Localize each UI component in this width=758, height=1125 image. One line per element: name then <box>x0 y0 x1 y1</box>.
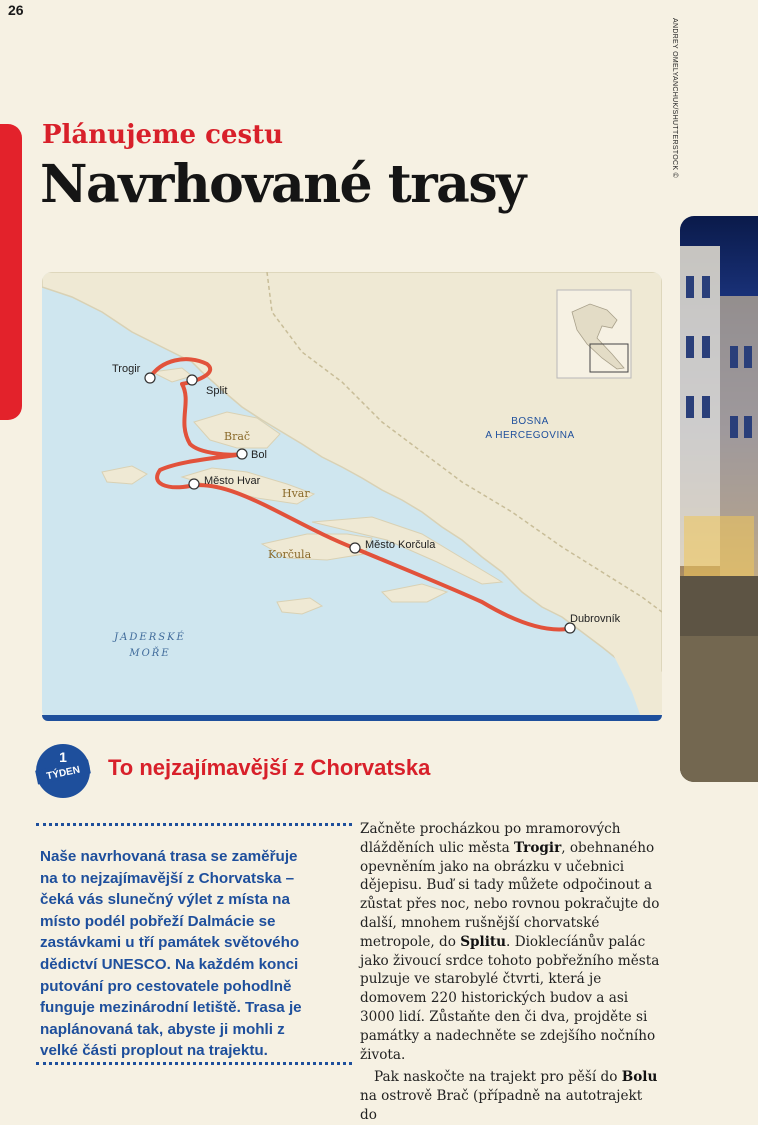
map-label-brac: Brač <box>224 430 251 443</box>
badge-label: TÝDEN <box>45 764 82 783</box>
intro-bottom-rule <box>36 1062 352 1065</box>
route-map <box>42 272 662 720</box>
place-bol: Bolu <box>621 1069 658 1086</box>
street-photo <box>680 216 758 782</box>
map-bottom-rule <box>42 715 662 721</box>
map-label-country-line1: BOSNA <box>511 416 549 427</box>
intro-text: Naše navrhovaná trasa se zaměřuje na to nejzajímavější z Chorvatska – čeká vás slunečný výlet z místa na místo podél pobřeží Dalmácie se zastávkami u tří památek světového dědictví UNESCO. Na každém konci putování pro cestovatele pohodlně funguje mezinárodní letiště. Trasa je naplánovaná tak, abyste ji mohli z velké části proplout na trajektu. <box>40 848 302 1060</box>
photo-credit-text: ANDREY OMELYANCHUK/SHUTTERSTOCK © <box>671 18 678 179</box>
map-label-bol: Bol <box>251 449 267 461</box>
itinerary-title: To nejzajímavější z Chorvatska <box>108 755 431 780</box>
map-label-split: Split <box>206 385 228 397</box>
duration-badge-art <box>32 740 94 802</box>
badge-number: 1 <box>59 749 67 765</box>
intro-top-rule <box>36 823 352 826</box>
page-title: Navrhované trasy <box>40 154 525 215</box>
map-label-dubrovnik: Dubrovník <box>570 613 621 625</box>
map-label-hvar-town: Město Hvar <box>204 475 261 487</box>
route-map-art <box>42 272 662 720</box>
body-text <box>360 820 660 1125</box>
place-trogir: Trogir <box>514 839 562 856</box>
body-paragraph-1: Začněte procházkou po mramorových dlážděních ulic města Trogir, obehnaného opevněním jako na obrázku v učebnici dějepisu. Buď si tady můžete odpočinout a zůstat přes noc, nebo rovnou pokračujte do další, mnohem rušnější chorvatské metropole, do Splitu. Dioklecíánův palác jako živoucí srdce tohoto pobřežního města pulzuje ve starobylé čtvrti, která je domovem 220 historických budov a asi 3000 lidí. Zůstaňte den či dva, projděte si památky a nadechněte se zdejšího nočního života. <box>360 821 660 1063</box>
body-paragraph-2: Pak naskočte na trajekt pro pěší do Bolu na ostrově Brač (případně na autotrajekt do <box>360 1069 658 1123</box>
map-label-sea-line2: MOŘE <box>129 648 171 659</box>
map-label-hvar: Hvar <box>282 487 310 500</box>
map-label-korcula: Korčula <box>268 548 312 561</box>
chapter-kicker: Plánujeme cestu <box>42 120 284 150</box>
place-split: Splitu <box>460 933 507 950</box>
street-photo-art <box>680 216 758 782</box>
section-tab <box>0 124 22 420</box>
duration-badge <box>32 740 94 802</box>
photo-credit <box>664 18 684 179</box>
map-label-country-line2: A HERCEGOVINA <box>485 430 575 441</box>
map-label-korcula-town: Město Korčula <box>365 539 436 551</box>
map-label-trogir: Trogir <box>112 363 141 375</box>
map-label-sea-line1: JADERSKÉ <box>114 632 186 643</box>
page-number: 26 <box>8 2 24 18</box>
